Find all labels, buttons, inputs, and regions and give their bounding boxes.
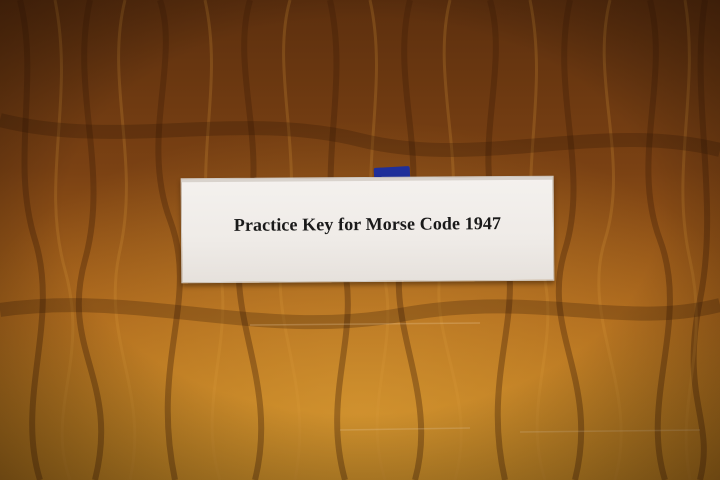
placard-top-edge (182, 177, 553, 183)
museum-placard (181, 176, 555, 284)
placard-label: Practice Key for Morse Code 1947 (233, 213, 502, 235)
